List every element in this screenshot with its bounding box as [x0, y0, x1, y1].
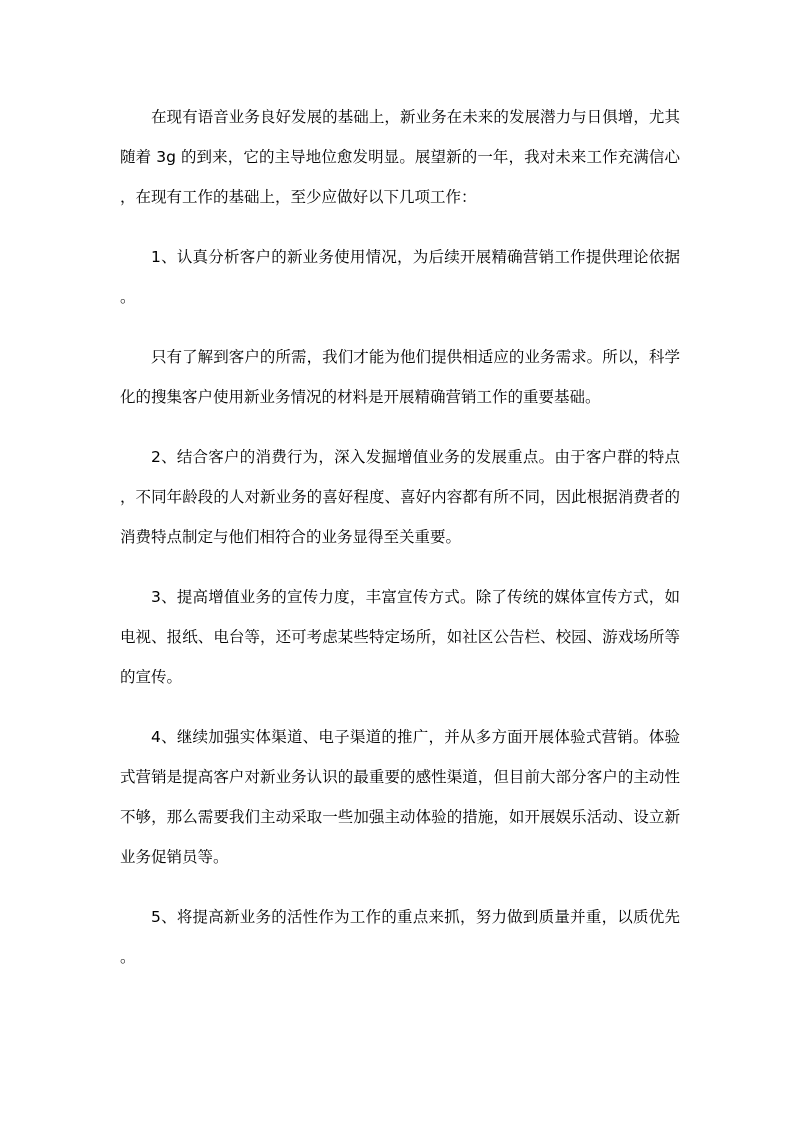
paragraph-item-5: 5、将提高新业务的活性作为工作的重点来抓，努力做到质量并重，以质优先。 — [120, 908, 680, 966]
paragraph-item-1: 1、认真分析客户的新业务使用情况，为后续开展精确营销工作提供理论依据。 — [120, 248, 680, 306]
paragraph-intro: 在现有语音业务良好发展的基础上，新业务在未来的发展潜力与日俱增，尤其随着 3g 的到来，它的主导地位愈发明显。展望新的一年，我对未来工作充满信心，在现有工作的基础上，至少应做好以下几项工作： — [120, 108, 680, 206]
paragraph-item-2: 2、结合客户的消费行为，深入发掘增值业务的发展重点。由于客户群的特点，不同年龄段的人对新业务的喜好程度、喜好内容都有所不同，因此根据消费者的消费特点制定与他们相符合的业务显得至关重要。 — [120, 448, 680, 546]
paragraph-item-4: 4、继续加强实体渠道、电子渠道的推广，并从多方面开展体验式营销。体验式营销是提高客户对新业务认识的最重要的感性渠道，但目前大部分客户的主动性不够，那么需要我们主动采取一些加强主动体验的措施，如开展娱乐活动、设立新业务促销员等。 — [120, 728, 680, 866]
paragraph-item-3: 3、提高增值业务的宣传力度，丰富宣传方式。除了传统的媒体宣传方式，如电视、报纸、电台等，还可考虑某些特定场所，如社区公告栏、校园、游戏场所等的宣传。 — [120, 588, 680, 686]
paragraph-item-1-detail: 只有了解到客户的所需，我们才能为他们提供相适应的业务需求。所以，科学化的搜集客户使用新业务情况的材料是开展精确营销工作的重要基础。 — [120, 348, 680, 406]
document-body — [120, 97, 680, 997]
